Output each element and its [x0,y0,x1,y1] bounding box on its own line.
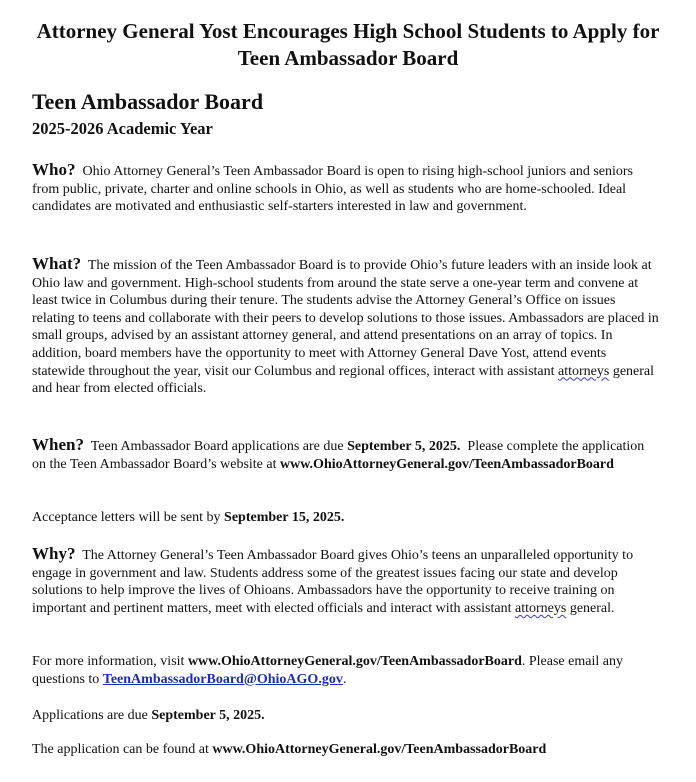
when-paragraph [32,436,660,473]
acceptance-paragraph [32,509,660,527]
application-found-paragraph [32,741,660,759]
application-found-text: The application can be found at [32,742,209,757]
why-text: The Attorney General’s Teen Ambassador Board gives Ohio’s teens an unparalleled opportunity to engage in government and law. Students address some of the greatest issues facing our state and develop solutions to help improve the lives of Ohioans. Ambassadors have the opportunity to receive training on important and pertinent matters, meet with elected officials and interact with assistant [32,548,634,616]
when-label: When? [32,435,84,454]
applications-due-paragraph [32,707,660,725]
info-url[interactable]: www.OhioAttorneyGeneral.gov/TeenAmbassadorBoard [187,654,522,669]
why-label: Why? [32,544,76,563]
acceptance-date: September 15, 2025. [224,510,345,525]
when-text-end: Please complete the application on the Teen Ambassador Board’s website at [32,439,645,472]
why-paragraph [32,545,660,617]
what-label: What? [32,254,82,273]
what-paragraph [32,255,660,398]
applications-due-date: September 5, 2025. [151,708,265,723]
info-paragraph [32,653,660,688]
when-text: Teen Ambassador Board applications are due [90,439,344,454]
what-text-end: general and hear from elected officials. [32,363,655,397]
what-text: The mission of the Teen Ambassador Board is to provide Ohio’s future leaders with an inside look at Ohio law and government. High-school students from around the state serve a one-year term and convene at least twice in Columbus during their tenure. The students advise the Attorney General’s Office on issues relating to teens and collaborate with their peers to develop solutions to those issues. Ambassadors are placed in small groups, advised by an assistant attorney general, and attend presentations on an array of topics. In addition, board members have the opportunity to meet with Attorney General Dave Yost, attend events statewide throughout the year, visit our Columbus and regional offices, interact with assistant [32,258,659,379]
who-text: Ohio Attorney General’s Teen Ambassador Board is open to rising high-school juniors and seniors from public, private, charter and online schools in Ohio, as well as students who are home-schooled. Ideal candidates are motivated and enthusiastic self-starters interested in law and government. [32,164,633,215]
due-date: September 5, 2025. [347,439,461,454]
application-url[interactable]: www.OhioAttorneyGeneral.gov/TeenAmbassadorBoard [212,742,547,757]
who-paragraph [32,161,660,216]
spellcheck-word: attorneys [558,363,610,379]
applications-due-text: Applications are due [32,708,148,723]
spellcheck-word: attorneys [514,600,567,616]
info-text-end: . [342,671,347,687]
info-text: For more information, visit [32,654,185,669]
acceptance-text: Acceptance letters will be sent by [32,510,221,525]
email-link[interactable]: TeenAmbassadorBoard@OhioAGO.gov [102,671,343,687]
why-text-end: general. [569,600,615,616]
info-text-mid: . Please email any questions to [32,654,623,687]
who-label: Who? [32,160,76,179]
section-heading: Teen Ambassador Board [32,89,264,114]
academic-year-subheading: 2025-2026 Academic Year [32,119,213,138]
website-url[interactable]: www.OhioAttorneyGeneral.gov/TeenAmbassadorBoard [280,456,614,472]
document-title: Attorney General Yost Encourages High School Students to Apply for Teen Ambassador Board [36,19,660,70]
